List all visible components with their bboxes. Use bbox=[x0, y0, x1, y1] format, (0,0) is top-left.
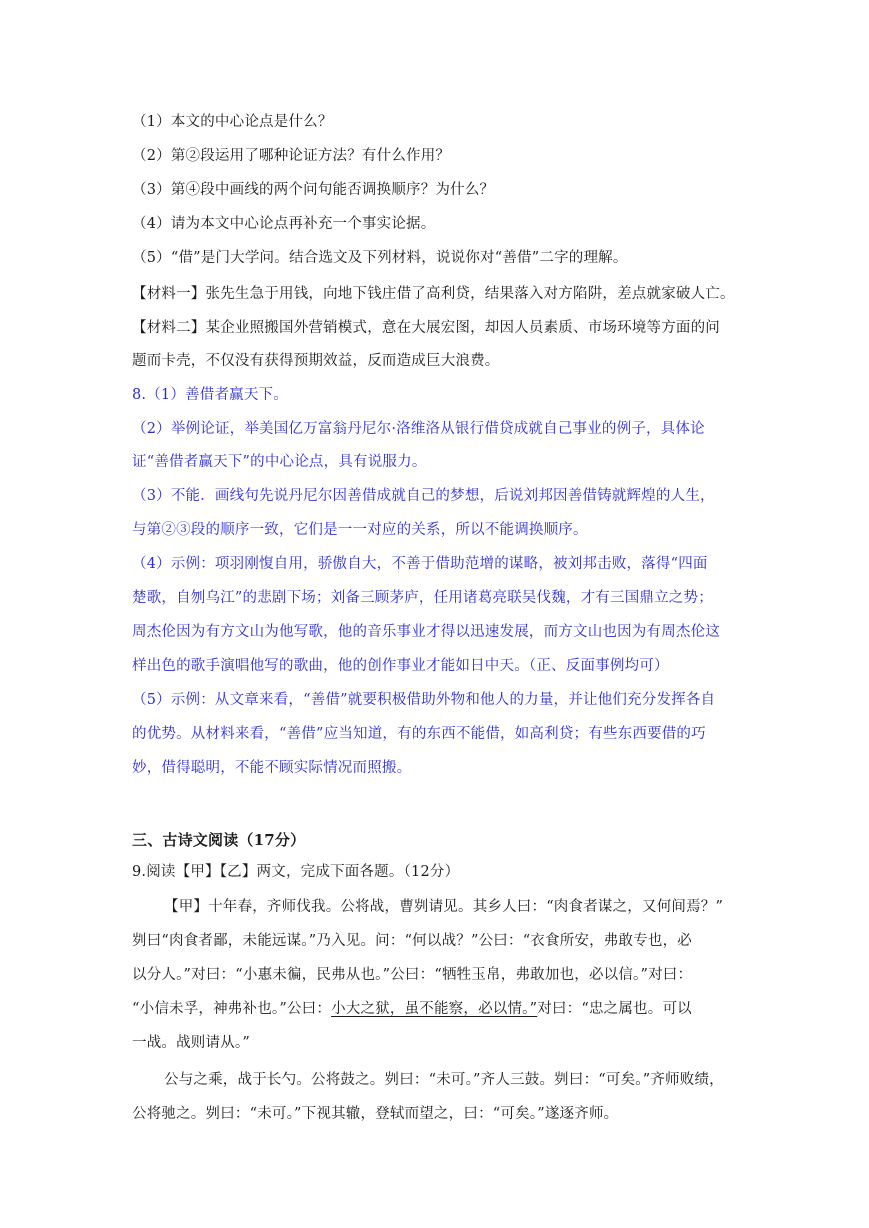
answer-line: 证“善借者赢天下”的中心论点，具有说服力。 bbox=[132, 454, 427, 470]
passage-jia-line: 一战。战则请从。” bbox=[132, 1035, 250, 1051]
passage-jia-line: 以分人。”对曰：“小惠未徧，民弗从也。”公曰：“牺牲玉帛，弗敢加也，必以信。”对曰： bbox=[132, 967, 693, 983]
answer-line: 8.（1）善借者赢天下。 bbox=[132, 387, 288, 403]
answer-line: 与第②③段的顺序一致，它们是一一对应的关系，所以不能调换顺序。 bbox=[132, 522, 588, 538]
answer-line: 周杰伦因为有方文山为他写歌，他的音乐事业才得以迅速发展，而方文山也因为有周杰伦这 bbox=[132, 624, 720, 640]
answer-line: 妙，借得聪明，不能不顾实际情况而照搬。 bbox=[132, 760, 412, 776]
question-1: （1）本文的中心论点是什么？ bbox=[132, 114, 333, 130]
passage-text: “小信未孚，神弗补也。”公曰： bbox=[132, 1001, 332, 1017]
question-3: （3）第④段中画线的两个问句能否调换顺序？为什么？ bbox=[132, 182, 495, 198]
question-9: 9.阅读【甲】【乙】两文，完成下面各题。（12分） bbox=[132, 864, 460, 880]
question-2: （2）第②段运用了哪种论证方法？有什么作用？ bbox=[132, 148, 451, 164]
passage-jia-line bbox=[132, 999, 692, 1019]
material-1: 【材料一】张先生急于用钱，向地下钱庄借了高利贷，结果落入对方陷阱，差点就家破人亡。 bbox=[132, 286, 735, 302]
underlined-sentence: 小大之狱，虽不能察，必以情。” bbox=[331, 1001, 538, 1017]
material-2: 【材料二】某企业照搬国外营销模式，意在大展宏图，却因人员素质、市场环境等方面的问 bbox=[132, 320, 720, 336]
question-4: （4）请为本文中心论点再补充一个事实论据。 bbox=[132, 216, 436, 232]
answer-line: 楚歌，自刎乌江”的悲剧下场；刘备三顾茅庐，任用诸葛亮联吴伐魏，才有三国鼎立之势； bbox=[132, 590, 713, 606]
material-2-cont: 题而卡壳，不仅没有获得预期效益，反而造成巨大浪费。 bbox=[132, 353, 500, 369]
answer-line: （3）不能．画线句先说丹尼尔因善借成就自己的梦想，后说刘邦因善借铸就辉煌的人生， bbox=[132, 488, 715, 504]
passage-jia-para2-line: 公将驰之。刿曰：“未可。”下视其辙，登轼而望之，曰：“可矣。”遂逐齐师。 bbox=[132, 1106, 619, 1122]
answer-line: （5）示例：从文章来看，“善借”就要积极借助外物和他人的力量，并让他们充分发挥各自 bbox=[132, 692, 716, 708]
answer-line: （2）举例论证，举美国亿万富翁丹尼尔·洛维洛从银行借贷成就自己事业的例子，具体论 bbox=[132, 421, 705, 437]
answer-line: （4）示例：项羽刚愎自用，骄傲自大，不善于借助范增的谋略，被刘邦击败，落得“四面 bbox=[132, 556, 708, 572]
answer-line: 的优势。从材料来看，“善借”应当知道，有的东西不能借，如高利贷；有些东西要借的巧 bbox=[132, 726, 706, 742]
answer-line: 样出色的歌手演唱他写的歌曲，他的创作事业才能如日中天。（正、反面事例均可） bbox=[132, 658, 669, 674]
passage-jia-para2-line: 公与之乘，战于长勺。公将鼓之。刿曰：“未可。”齐人三鼓。刿曰：“可矣。”齐师败绩， bbox=[164, 1072, 724, 1088]
passage-jia-line: 【甲】十年春，齐师伐我。公将战，曹刿请见。其乡人曰：“肉食者谋之，又何间焉？” bbox=[164, 899, 724, 915]
question-5: （5）“借”是门大学问。结合选文及下列材料，说说你对“善借”二字的理解。 bbox=[132, 250, 628, 266]
passage-jia-line: 刿曰“肉食者鄙，未能远谋。”乃入见。问：“何以战？”公曰：“衣食所安，弗敢专也，必 bbox=[132, 933, 693, 949]
section-heading: 三、古诗文阅读（17分） bbox=[132, 831, 306, 849]
passage-text: 对曰：“忠之属也。可以 bbox=[537, 1001, 692, 1017]
